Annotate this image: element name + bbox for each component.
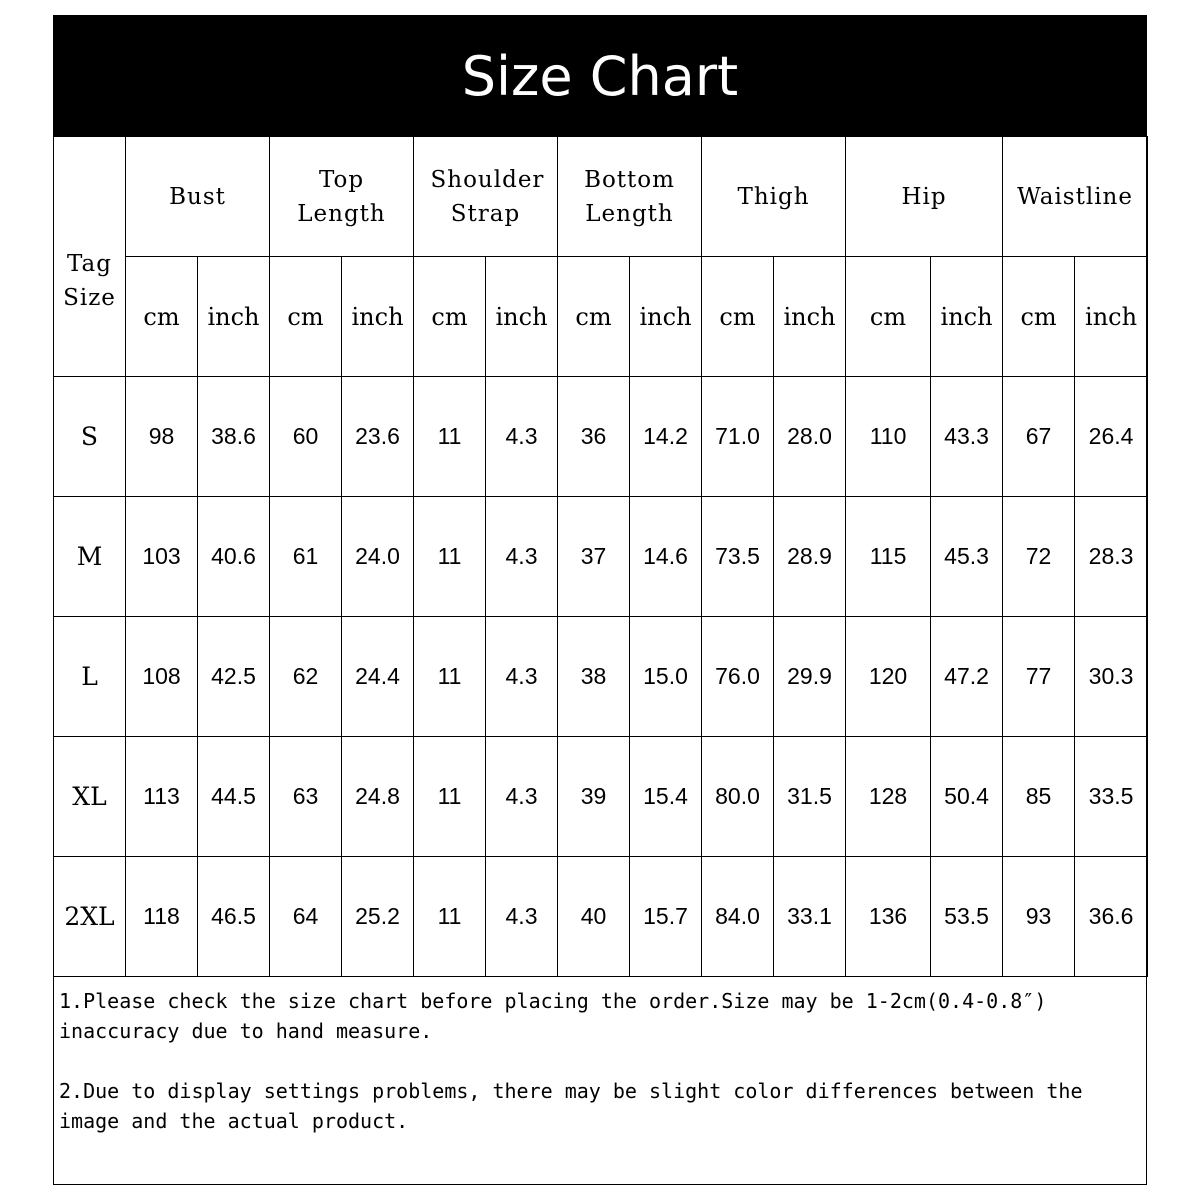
table-cell: 23.6 (342, 377, 414, 497)
table-row (54, 377, 1148, 497)
measure-header: Top Length (270, 137, 414, 257)
table-cell: 4.3 (486, 377, 558, 497)
table-cell: 63 (270, 737, 342, 857)
table-cell: 4.3 (486, 737, 558, 857)
unit-cm-header: cm (414, 257, 486, 377)
unit-cm-header: cm (126, 257, 198, 377)
table-cell: 136 (846, 857, 931, 977)
table-cell: 38.6 (198, 377, 270, 497)
table-cell: 11 (414, 497, 486, 617)
table-cell: 40.6 (198, 497, 270, 617)
unit-inch-header: inch (486, 257, 558, 377)
table-cell: 98 (126, 377, 198, 497)
measure-header: Bust (126, 137, 270, 257)
table-cell: 30.3 (1075, 617, 1148, 737)
measure-header: Hip (846, 137, 1003, 257)
table-cell: 4.3 (486, 857, 558, 977)
table-cell: 67 (1003, 377, 1075, 497)
table-cell: 93 (1003, 857, 1075, 977)
table-cell: 76.0 (702, 617, 774, 737)
table-cell: 60 (270, 377, 342, 497)
row-size-label: L (54, 617, 126, 737)
unit-cm-header: cm (702, 257, 774, 377)
table-cell: 33.5 (1075, 737, 1148, 857)
row-size-label: 2XL (54, 857, 126, 977)
table-cell: 24.4 (342, 617, 414, 737)
unit-cm-header: cm (558, 257, 630, 377)
unit-inch-header: inch (931, 257, 1003, 377)
table-cell: 40 (558, 857, 630, 977)
table-cell: 85 (1003, 737, 1075, 857)
table-cell: 11 (414, 617, 486, 737)
table-cell: 31.5 (774, 737, 846, 857)
tag-size-header: Tag Size (54, 137, 126, 377)
table-cell: 103 (126, 497, 198, 617)
table-cell: 120 (846, 617, 931, 737)
table-cell: 45.3 (931, 497, 1003, 617)
table-cell: 28.0 (774, 377, 846, 497)
table-cell: 24.0 (342, 497, 414, 617)
table-cell: 15.4 (630, 737, 702, 857)
table-cell: 11 (414, 857, 486, 977)
unit-row (54, 257, 1148, 377)
table-cell: 29.9 (774, 617, 846, 737)
table-cell: 84.0 (702, 857, 774, 977)
table-cell: 15.7 (630, 857, 702, 977)
table-cell: 80.0 (702, 737, 774, 857)
table-cell: 4.3 (486, 497, 558, 617)
size-chart (53, 15, 1147, 1185)
notes-section (54, 976, 1146, 1184)
table-cell: 11 (414, 377, 486, 497)
note-2: 2.Due to display settings problems, there may be slight color differences between the image and the actual product. (59, 1079, 1083, 1133)
table-cell: 77 (1003, 617, 1075, 737)
table-cell: 118 (126, 857, 198, 977)
table-cell: 39 (558, 737, 630, 857)
table-cell: 15.0 (630, 617, 702, 737)
table-cell: 38 (558, 617, 630, 737)
table-cell: 108 (126, 617, 198, 737)
table-cell: 14.2 (630, 377, 702, 497)
unit-inch-header: inch (774, 257, 846, 377)
table-cell: 61 (270, 497, 342, 617)
measure-header: Shoulder Strap (414, 137, 558, 257)
table-cell: 11 (414, 737, 486, 857)
table-cell: 44.5 (198, 737, 270, 857)
row-size-label: XL (54, 737, 126, 857)
table-cell: 64 (270, 857, 342, 977)
table-cell: 28.3 (1075, 497, 1148, 617)
table-cell: 26.4 (1075, 377, 1148, 497)
table-cell: 14.6 (630, 497, 702, 617)
table-cell: 36 (558, 377, 630, 497)
table-cell: 53.5 (931, 857, 1003, 977)
note-1: 1.Please check the size chart before placing the order.Size may be 1-2cm(0.4-0.8″) inaccuracy due to hand measure. (59, 989, 1047, 1043)
row-size-label: M (54, 497, 126, 617)
table-row (54, 737, 1148, 857)
header-row (54, 137, 1148, 257)
table-cell: 128 (846, 737, 931, 857)
chart-title: Size Chart (54, 16, 1146, 136)
table-cell: 33.1 (774, 857, 846, 977)
table-cell: 47.2 (931, 617, 1003, 737)
table-cell: 4.3 (486, 617, 558, 737)
table-cell: 50.4 (931, 737, 1003, 857)
table-cell: 115 (846, 497, 931, 617)
table-row (54, 857, 1148, 977)
table-cell: 110 (846, 377, 931, 497)
unit-cm-header: cm (270, 257, 342, 377)
unit-inch-header: inch (198, 257, 270, 377)
table-cell: 71.0 (702, 377, 774, 497)
table-row (54, 497, 1148, 617)
measure-header: Thigh (702, 137, 846, 257)
table-cell: 25.2 (342, 857, 414, 977)
table-cell: 36.6 (1075, 857, 1148, 977)
table-cell: 43.3 (931, 377, 1003, 497)
table-cell: 113 (126, 737, 198, 857)
row-size-label: S (54, 377, 126, 497)
unit-inch-header: inch (1075, 257, 1148, 377)
table-cell: 72 (1003, 497, 1075, 617)
measure-header: Bottom Length (558, 137, 702, 257)
unit-inch-header: inch (630, 257, 702, 377)
table-cell: 73.5 (702, 497, 774, 617)
table-cell: 46.5 (198, 857, 270, 977)
table-cell: 24.8 (342, 737, 414, 857)
unit-cm-header: cm (1003, 257, 1075, 377)
table-cell: 42.5 (198, 617, 270, 737)
table-row (54, 617, 1148, 737)
unit-cm-header: cm (846, 257, 931, 377)
unit-inch-header: inch (342, 257, 414, 377)
table-cell: 28.9 (774, 497, 846, 617)
size-table (53, 136, 1148, 977)
table-cell: 62 (270, 617, 342, 737)
table-cell: 37 (558, 497, 630, 617)
measure-header: Waistline (1003, 137, 1148, 257)
